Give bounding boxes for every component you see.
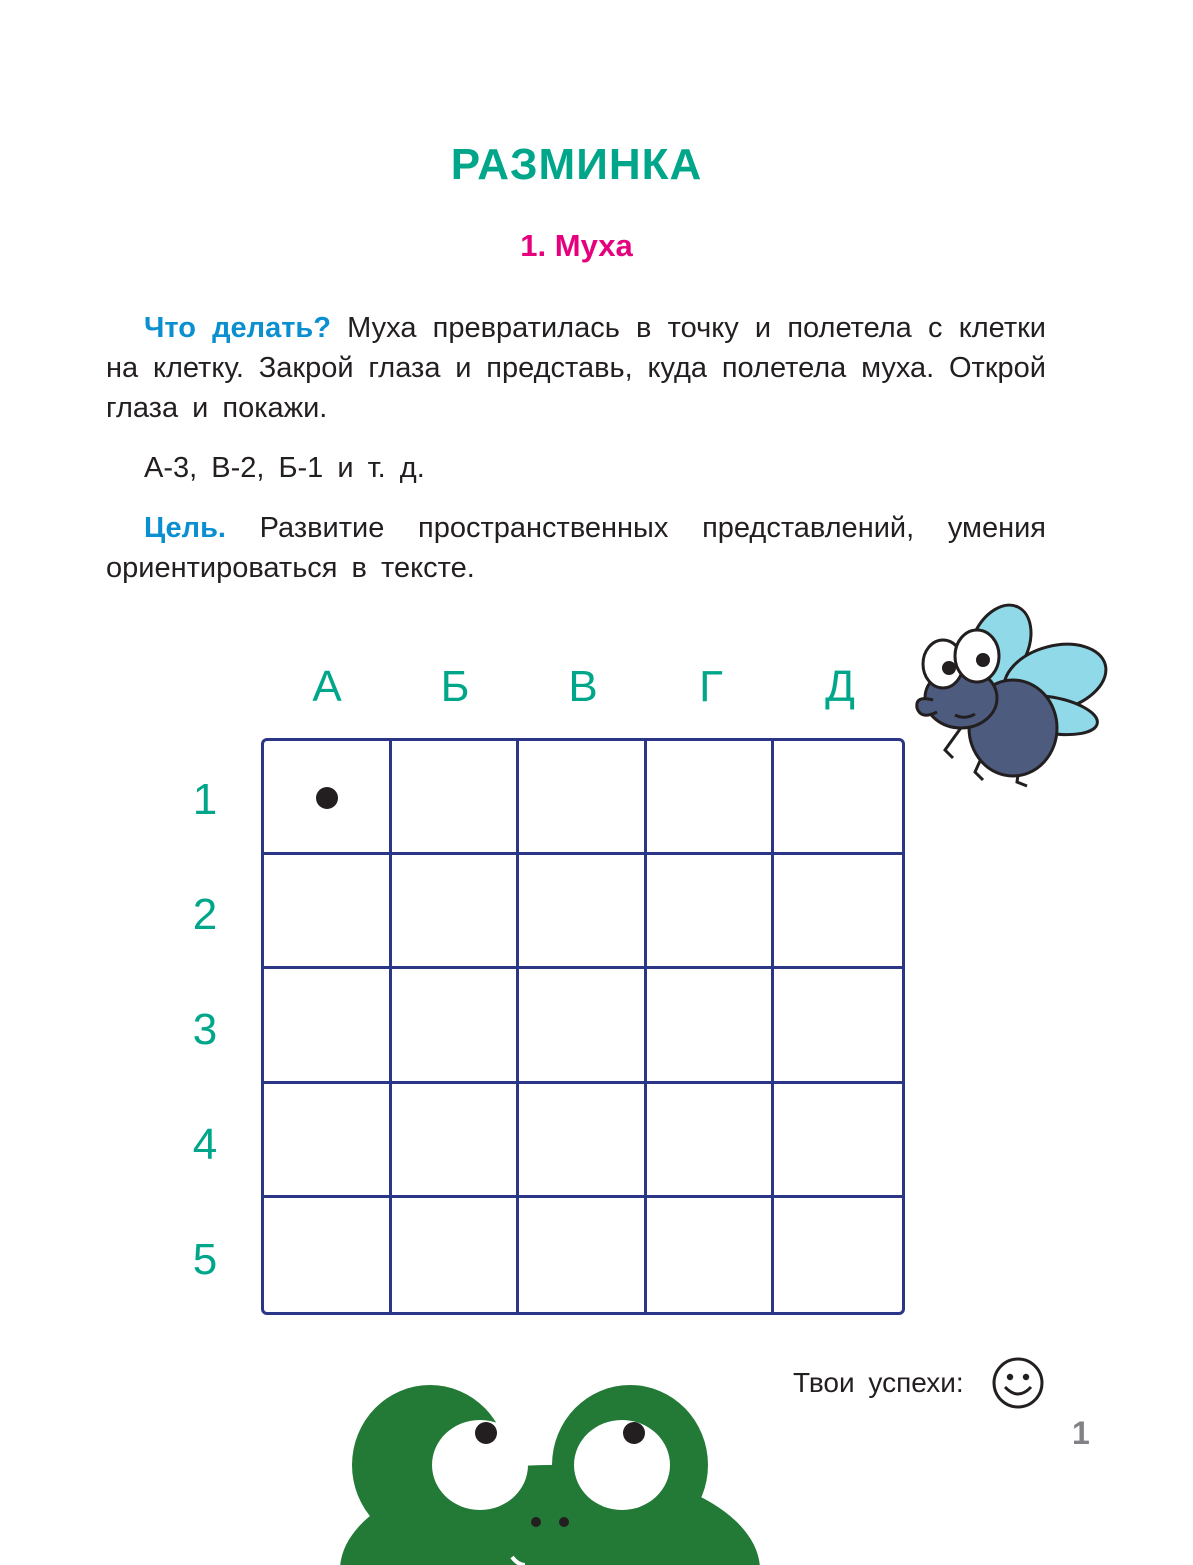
grid-cell[interactable] — [774, 855, 902, 969]
grid-cell[interactable] — [392, 855, 520, 969]
grid-cell[interactable] — [647, 969, 775, 1083]
row-label-4: 4 — [192, 1120, 218, 1169]
goal-text: Развитие пространственных представлений, умения ориентироваться в тексте. — [106, 512, 1046, 584]
grid-cell[interactable] — [647, 1084, 775, 1198]
grid-cell[interactable] — [519, 741, 647, 855]
column-label-b: Б — [440, 662, 470, 711]
grid-cell[interactable] — [264, 1198, 392, 1312]
task-text: Муха превратилась в точку и полетела с клетки на клетку. Закрой глаза и представь, куда полетела муха. Открой глаза и покажи. — [106, 312, 1046, 424]
row-label-1: 1 — [192, 775, 218, 824]
grid-cell[interactable] — [264, 1084, 392, 1198]
goal-label: Цель. — [144, 512, 226, 544]
grid-cell[interactable] — [647, 1198, 775, 1312]
smiley-icon[interactable] — [990, 1355, 1046, 1411]
success-label: Твои успехи: — [793, 1367, 964, 1398]
fly-grid — [261, 738, 905, 1315]
grid-cell[interactable] — [392, 969, 520, 1083]
column-label-v: В — [568, 662, 598, 711]
column-label-d: Д — [825, 662, 855, 711]
column-label-a: А — [312, 662, 342, 711]
page-title: РАЗМИНКА — [450, 140, 703, 189]
fly-icon — [905, 600, 1120, 795]
grid-cell[interactable] — [647, 741, 775, 855]
task-paragraph — [106, 308, 1046, 428]
exercise-title: 1. Муха — [520, 228, 633, 263]
fly-dot — [316, 787, 338, 809]
grid-cell[interactable] — [264, 855, 392, 969]
column-label-g: Г — [699, 662, 723, 711]
grid-cell[interactable] — [392, 741, 520, 855]
frog-icon — [340, 1385, 760, 1565]
goal-paragraph — [106, 508, 1046, 588]
task-label: Что делать? — [144, 312, 331, 344]
grid-cell[interactable] — [519, 1084, 647, 1198]
grid-cell[interactable] — [519, 855, 647, 969]
example-line: А-3, В-2, Б-1 и т. д. — [144, 452, 425, 484]
row-label-5: 5 — [192, 1235, 218, 1284]
grid-cell[interactable] — [774, 969, 902, 1083]
grid-cell[interactable] — [519, 1198, 647, 1312]
grid-cell[interactable] — [264, 741, 392, 855]
grid-cell[interactable] — [392, 1084, 520, 1198]
grid-cell[interactable] — [774, 1198, 902, 1312]
grid-cell[interactable] — [519, 969, 647, 1083]
grid-cell[interactable] — [264, 969, 392, 1083]
grid-cell[interactable] — [392, 1198, 520, 1312]
grid-cell[interactable] — [774, 1084, 902, 1198]
row-label-2: 2 — [192, 890, 218, 939]
row-label-3: 3 — [192, 1005, 218, 1054]
grid-cell[interactable] — [647, 855, 775, 969]
grid-cell[interactable] — [774, 741, 902, 855]
page-number: 1 — [1072, 1415, 1090, 1451]
